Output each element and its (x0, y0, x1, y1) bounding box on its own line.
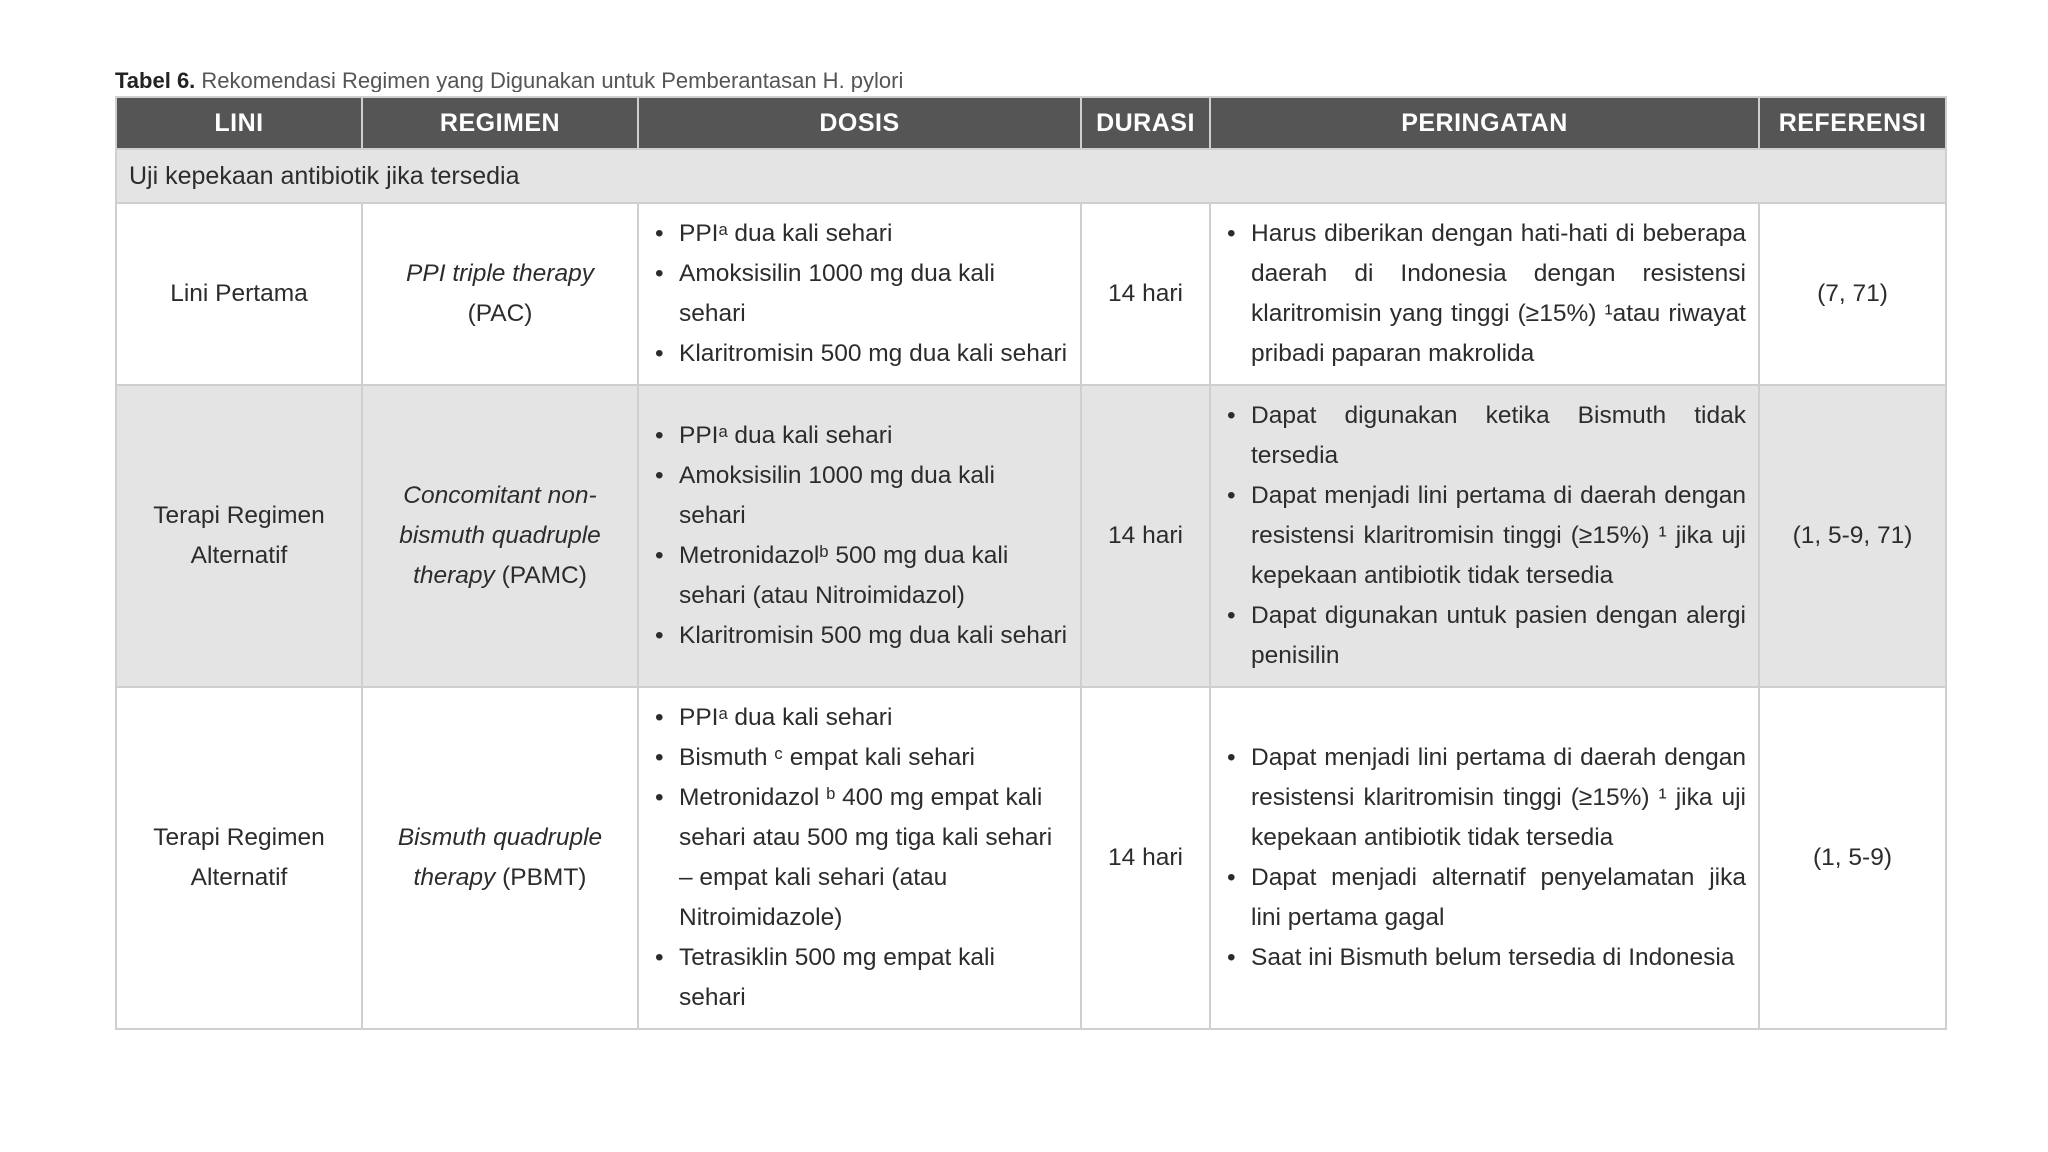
table-row (116, 687, 1946, 1029)
cell-lini: Lini Pertama (116, 203, 362, 385)
header-durasi: DURASI (1081, 97, 1210, 149)
regimen-name: PPI triple therapy (406, 260, 594, 287)
cell-lini: Terapi Regimen Alternatif (116, 385, 362, 687)
cell-dosis (638, 687, 1081, 1029)
subheader-text: Uji kepekaan antibiotik jika tersedia (116, 149, 1946, 203)
peringatan-item: • Harus diberikan dengan hati-hati di beberapa daerah di Indonesia dengan resistensi klaritromisin yang tinggi (≥15%) ¹atau riwayat pribadi paparan makrolida (1223, 214, 1746, 374)
header-row (116, 97, 1946, 149)
cell-dosis (638, 203, 1081, 385)
table-caption (115, 66, 1415, 92)
dosis-item: • Amoksisilin 1000 mg dua kali sehari (651, 254, 1068, 334)
cell-durasi: 14 hari (1081, 687, 1210, 1029)
cell-peringatan (1210, 687, 1759, 1029)
cell-lini: Terapi Regimen Alternatif (116, 687, 362, 1029)
dosis-item: • Metronidazolᵇ 500 mg dua kali sehari (atau Nitroimidazol) (651, 536, 1068, 616)
dosis-item: • Bismuth ᶜ empat kali sehari (651, 738, 1068, 778)
header-regimen: REGIMEN (362, 97, 638, 149)
dosis-item: • Metronidazol ᵇ 400 mg empat kali sehari atau 500 mg tiga kali sehari – empat kali sehari (atau Nitroimidazole) (651, 778, 1068, 938)
peringatan-item: • Dapat menjadi alternatif penyelamatan jika lini pertama gagal (1223, 858, 1746, 938)
caption-label: Tabel 6. (115, 68, 196, 92)
dosis-item: • PPIᵃ dua kali sehari (651, 214, 1068, 254)
dosis-item: • PPIᵃ dua kali sehari (651, 698, 1068, 738)
regimen-code: (PBMT) (502, 864, 587, 891)
table-row (116, 385, 1946, 687)
header-dosis: DOSIS (638, 97, 1081, 149)
caption-text: Rekomendasi Regimen yang Digunakan untuk Pemberantasan H. pylori (201, 68, 904, 92)
subheader-row (116, 149, 1946, 203)
dosis-item: • Klaritromisin 500 mg dua kali sehari (651, 334, 1068, 374)
cell-peringatan (1210, 203, 1759, 385)
peringatan-item: • Dapat menjadi lini pertama di daerah dengan resistensi klaritromisin tinggi (≥15%) ¹ jika uji kepekaan antibiotik tidak tersedia (1223, 476, 1746, 596)
cell-regimen (362, 385, 638, 687)
dosis-item: • Amoksisilin 1000 mg dua kali sehari (651, 456, 1068, 536)
cell-dosis (638, 385, 1081, 687)
cell-regimen (362, 687, 638, 1029)
regimen-table (115, 96, 1947, 1030)
peringatan-item: • Dapat digunakan ketika Bismuth tidak tersedia (1223, 396, 1746, 476)
dosis-item: • Klaritromisin 500 mg dua kali sehari (651, 616, 1068, 656)
dosis-item: • Tetrasiklin 500 mg empat kali sehari (651, 938, 1068, 1018)
cell-referensi: (1, 5-9) (1759, 687, 1946, 1029)
peringatan-item: • Saat ini Bismuth belum tersedia di Indonesia (1223, 938, 1746, 978)
cell-referensi: (1, 5-9, 71) (1759, 385, 1946, 687)
cell-referensi: (7, 71) (1759, 203, 1946, 385)
peringatan-item: • Dapat menjadi lini pertama di daerah dengan resistensi klaritromisin tinggi (≥15%) ¹ jika uji kepekaan antibiotik tidak tersedia (1223, 738, 1746, 858)
regimen-code: (PAMC) (501, 562, 587, 589)
table-row (116, 203, 1946, 385)
cell-durasi: 14 hari (1081, 385, 1210, 687)
header-referensi: REFERENSI (1759, 97, 1946, 149)
header-lini: LINI (116, 97, 362, 149)
regimen-name: Bismuth quadruple therapy (397, 824, 603, 891)
peringatan-item: • Dapat digunakan untuk pasien dengan alergi penisilin (1223, 596, 1746, 676)
dosis-item: • PPIᵃ dua kali sehari (651, 416, 1068, 456)
cell-regimen (362, 203, 638, 385)
cell-peringatan (1210, 385, 1759, 687)
regimen-code: (PAC) (467, 300, 533, 327)
regimen-name: Concomitant non-bismuth quadruple therapy (399, 482, 601, 589)
cell-durasi: 14 hari (1081, 203, 1210, 385)
header-peringatan: PERINGATAN (1210, 97, 1759, 149)
